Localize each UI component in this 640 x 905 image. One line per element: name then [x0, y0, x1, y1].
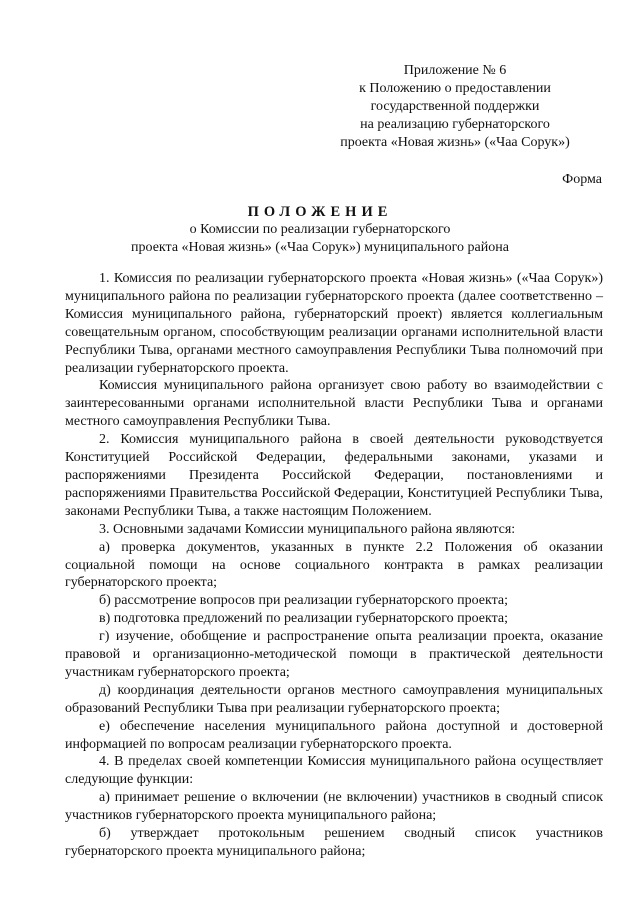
- appendix-header: [305, 62, 605, 152]
- paragraph: 4. В пределах своей компетенции Комиссия муниципального района осуществляет следующие функции:: [65, 754, 603, 788]
- paragraph: е) обеспечение населения муниципального района доступной и достоверной информацией по вопросам реализации губернаторского проекта.: [65, 718, 603, 752]
- document-body: [65, 270, 603, 861]
- subtitle-line: о Комиссии по реализации губернаторского: [189, 222, 451, 237]
- paragraph: Комиссия муниципального района организует свою работу во взаимодействии с заинтересованными органами исполнительной власти Республики Тыва и органами местного самоуправления Республики Тыва.: [65, 378, 603, 430]
- paragraph: 2. Комиссия муниципального района в своей деятельности руководствуется Конституцией Российской Федерации, федеральными законами, указами и распоряжениями Президента Российской Федерации, постановлениями и распоряжениями Правительства Российской Федерации, Конституцией Республики Тыва, законами Республики Тыва, а также настоящим Положением.: [65, 432, 603, 519]
- appendix-line: государственной поддержки: [370, 99, 540, 114]
- paragraph: 3. Основными задачами Комиссии муниципального района являются:: [99, 521, 516, 537]
- document-title: ПОЛОЖЕНИЕ: [247, 204, 393, 220]
- paragraph: г) изучение, обобщение и распространение опыта реализации проекта, оказание правовой и организационно-методической помощи в практической деятельности участникам губернаторского проекта;: [65, 629, 603, 680]
- paragraph: б) рассмотрение вопросов при реализации губернаторского проекта;: [99, 593, 508, 609]
- form-label: Форма: [562, 172, 602, 187]
- appendix-line: к Положению о предоставлении: [359, 81, 551, 96]
- paragraph: а) проверка документов, указанных в пункте 2.2 Положения об оказании социальной помощи на основе социального контракта в рамках реализации губернаторского проекта;: [65, 539, 603, 591]
- paragraph: д) координация деятельности органов местного самоуправления муниципальных образований Республики Тыва при реализации губернаторского проекта;: [65, 682, 603, 716]
- paragraph: в) подготовка предложений по реализации губернаторского проекта;: [99, 611, 508, 627]
- paragraph: 1. Комиссия по реализации губернаторского проекта «Новая жизнь» («Чаа Сорук») муниципального района по реализации губернаторского проекта (далее соответственно – Комиссия муниципального района, губернаторский проект) является коллегиальным совещательным органом, способствующим реализации органами исполнительной власти Республики Тыва, органами местного самоуправления Республики Тыва полномочий при реализации губернаторского проекта.: [65, 271, 603, 376]
- appendix-line: проекта «Новая жизнь» («Чаа Сорук»): [340, 135, 570, 150]
- subtitle-line: проекта «Новая жизнь» («Чаа Сорук») муниципального района: [131, 240, 509, 255]
- paragraph: а) принимает решение о включении (не включении) участников в сводный список участников губернаторского проекта муниципального района;: [65, 790, 603, 824]
- appendix-line: на реализацию губернаторского: [360, 117, 550, 132]
- appendix-line: Приложение № 6: [403, 63, 507, 78]
- document-subtitle: [0, 221, 640, 257]
- paragraph: б) утверждает протокольным решением сводный список участников губернаторского проекта муниципального района;: [65, 826, 603, 859]
